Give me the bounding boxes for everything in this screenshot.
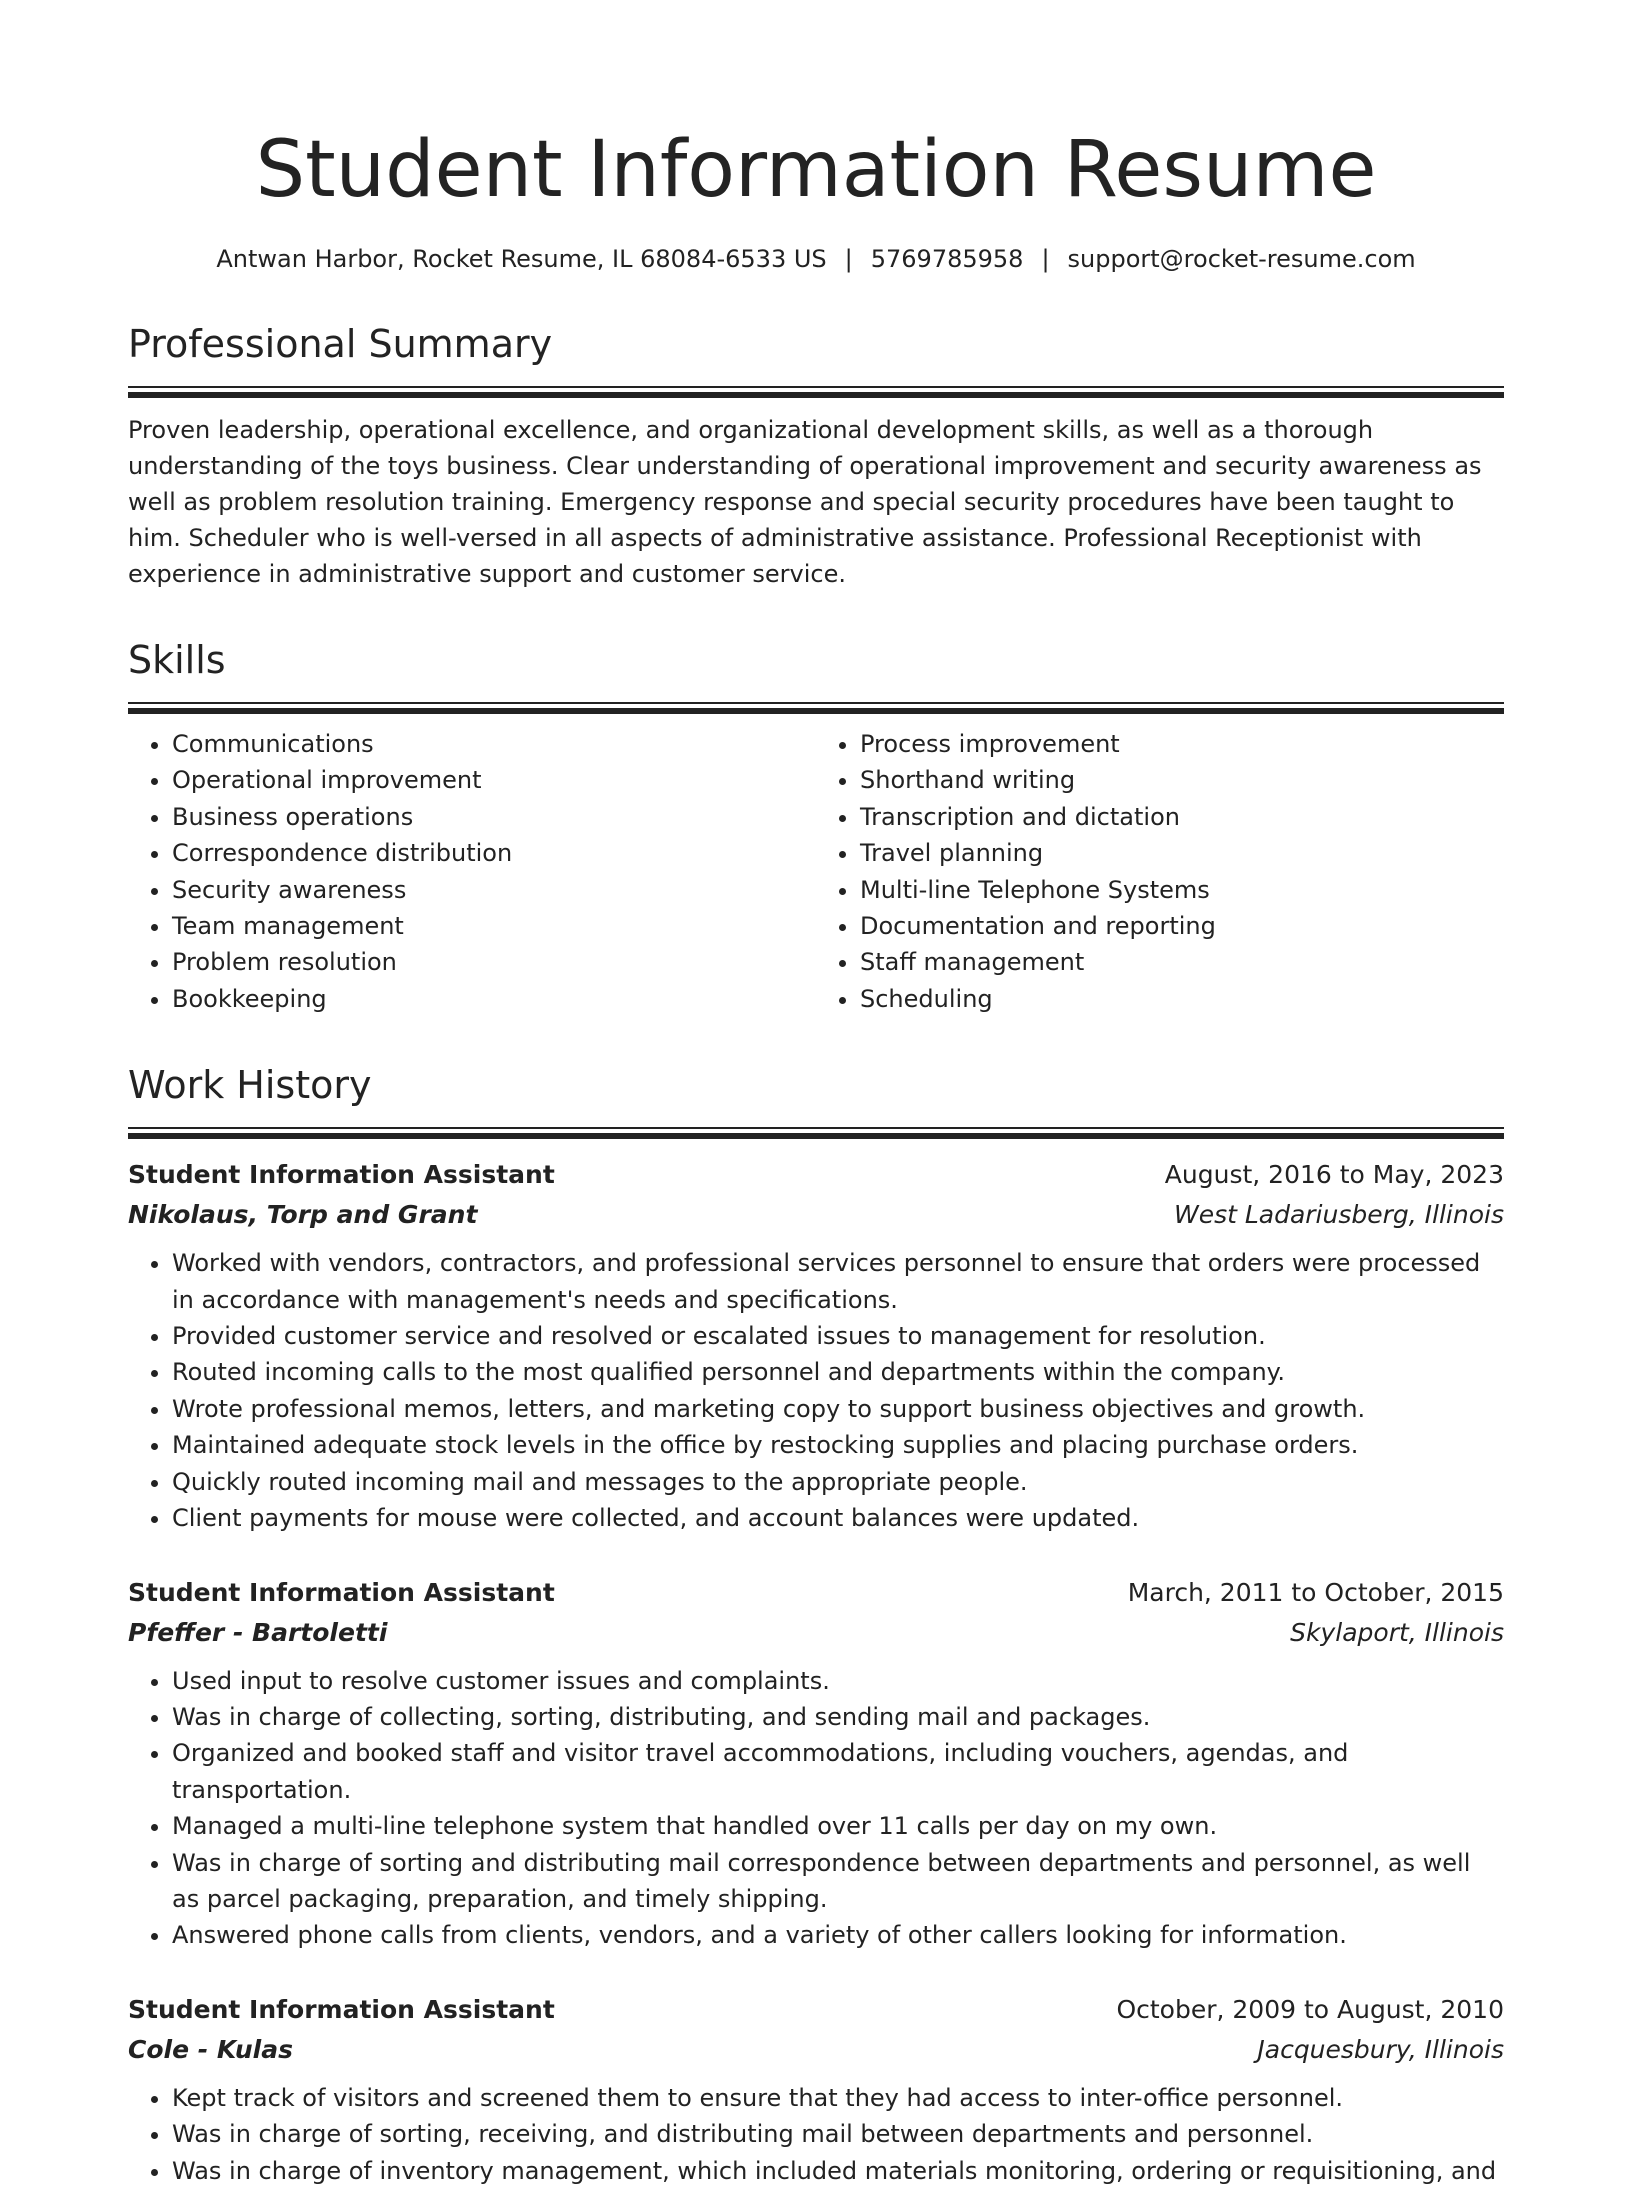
job-company-row <box>128 1613 1504 1653</box>
job-company: Nikolaus, Torp and Grant <box>128 1200 478 1230</box>
job-bullet: • Was in charge of collecting, sorting, distributing, and sending mail and packages. <box>172 1699 1504 1735</box>
job-header-row <box>128 1573 1504 1613</box>
skill-item: • Staff management <box>860 944 1504 980</box>
job-bullet: • Maintained adequate stock levels in the office by restocking supplies and placing purchase orders. <box>172 1427 1504 1463</box>
job-company-row <box>128 2030 1504 2070</box>
job-entry <box>128 1573 1504 1954</box>
job-dates: August, 2016 to May, 2023 <box>1164 1160 1504 1190</box>
job-location: Skylaport, Illinois <box>1290 1617 1504 1647</box>
page-title: Student Information Resume <box>255 125 1377 215</box>
skills-list-left <box>128 726 816 1017</box>
skill-item: • Communications <box>172 726 816 762</box>
job-entry <box>128 1155 1504 1536</box>
skill-item: • Process improvement <box>860 726 1504 762</box>
job-bullet: • Organized and booked staff and visitor travel accommodations, including vouchers, agendas, and transportation. <box>172 1735 1504 1808</box>
job-bullet: • Wrote professional memos, letters, and marketing copy to support business objectives and growth. <box>172 1391 1504 1427</box>
resume-page <box>128 120 1504 2189</box>
job-bullet: • Quickly routed incoming mail and messages to the appropriate people. <box>172 1464 1504 1500</box>
skill-item: • Problem resolution <box>172 944 816 980</box>
job-title: Student Information Assistant <box>128 1160 555 1190</box>
contact-phone: 5769785958 <box>870 245 1024 273</box>
job-entry <box>128 1990 1504 2189</box>
job-bullet: • Routed incoming calls to the most qualified personnel and departments within the company. <box>172 1354 1504 1390</box>
skill-item: • Transcription and dictation <box>860 799 1504 835</box>
job-bullet: • Client payments for mouse were collected, and account balances were updated. <box>172 1500 1504 1536</box>
job-location: Jacquesbury, Illinois <box>1257 2034 1504 2064</box>
contact-separator: | <box>844 245 853 273</box>
skill-item: • Operational improvement <box>172 762 816 798</box>
skill-item: • Multi-line Telephone Systems <box>860 872 1504 908</box>
summary-text: Proven leadership, operational excellence, and organizational development skills, as well as a thorough understanding of the toys business. Clear understanding of operational improvement and security awareness as well as problem resolution training. Emergency response and special security procedures have been taught to him. Scheduler who is well-versed in all aspects of administrative assistance. Professional Receptionist with experience in administrative support and customer service. <box>128 416 1482 588</box>
summary-section <box>128 320 1504 592</box>
section-divider <box>128 1127 1504 1139</box>
job-location: West Ladariusberg, Illinois <box>1173 1200 1504 1230</box>
work-history-section <box>128 1061 1504 2189</box>
section-divider <box>128 386 1504 398</box>
job-dates: March, 2011 to October, 2015 <box>1127 1577 1504 1607</box>
contact-line <box>128 242 1504 276</box>
job-bullet: • Provided customer service and resolved or escalated issues to management for resolution. <box>172 1318 1504 1354</box>
skill-item: • Documentation and reporting <box>860 908 1504 944</box>
job-bullet: • Was in charge of sorting and distributing mail correspondence between departments and personnel, as well as parcel packaging, preparation, and timely shipping. <box>172 1845 1504 1918</box>
skill-item: • Shorthand writing <box>860 762 1504 798</box>
job-bullet: • Was in charge of inventory management, which included materials monitoring, ordering or requisitioning, and <box>172 2153 1504 2189</box>
job-bullet: • Managed a multi-line telephone system that handled over 11 calls per day on my own. <box>172 1808 1504 1844</box>
job-title: Student Information Assistant <box>128 1994 555 2024</box>
skill-item: • Bookkeeping <box>172 981 816 1017</box>
skill-item: • Travel planning <box>860 835 1504 871</box>
section-heading-summary: Professional Summary <box>128 322 553 366</box>
skills-list-right <box>816 726 1504 1017</box>
section-heading-skills: Skills <box>128 638 226 682</box>
skills-section <box>128 636 1504 1017</box>
job-bullet: • Was in charge of sorting, receiving, and distributing mail between departments and personnel. <box>172 2116 1504 2152</box>
job-bullet: • Worked with vendors, contractors, and professional services personnel to ensure that orders were processed in accordance with management's needs and specifications. <box>172 1245 1504 1318</box>
section-heading-work-history: Work History <box>128 1063 372 1108</box>
job-company: Pfeffer - Bartoletti <box>128 1617 388 1647</box>
job-bullets <box>128 2080 1504 2189</box>
job-bullets <box>128 1245 1504 1536</box>
job-dates: October, 2009 to August, 2010 <box>1116 1994 1504 2024</box>
job-company: Cole - Kulas <box>128 2034 293 2064</box>
contact-separator: | <box>1041 245 1050 273</box>
contact-address: Antwan Harbor, Rocket Resume, IL 68084-6533 US <box>216 245 827 273</box>
skill-item: • Security awareness <box>172 872 816 908</box>
skill-item: • Correspondence distribution <box>172 835 816 871</box>
skills-columns <box>128 726 1504 1017</box>
skill-item: • Team management <box>172 908 816 944</box>
contact-email: support@rocket-resume.com <box>1067 245 1416 273</box>
job-bullets <box>128 1663 1504 1954</box>
job-header-row <box>128 1990 1504 2030</box>
job-bullet: • Used input to resolve customer issues and complaints. <box>172 1663 1504 1699</box>
job-bullet: • Answered phone calls from clients, vendors, and a variety of other callers looking for information. <box>172 1917 1504 1953</box>
job-header-row <box>128 1155 1504 1195</box>
skill-item: • Business operations <box>172 799 816 835</box>
job-company-row <box>128 1195 1504 1235</box>
section-divider <box>128 702 1504 714</box>
job-title: Student Information Assistant <box>128 1577 555 1607</box>
job-bullet: • Kept track of visitors and screened them to ensure that they had access to inter-office personnel. <box>172 2080 1504 2116</box>
skill-item: • Scheduling <box>860 981 1504 1017</box>
